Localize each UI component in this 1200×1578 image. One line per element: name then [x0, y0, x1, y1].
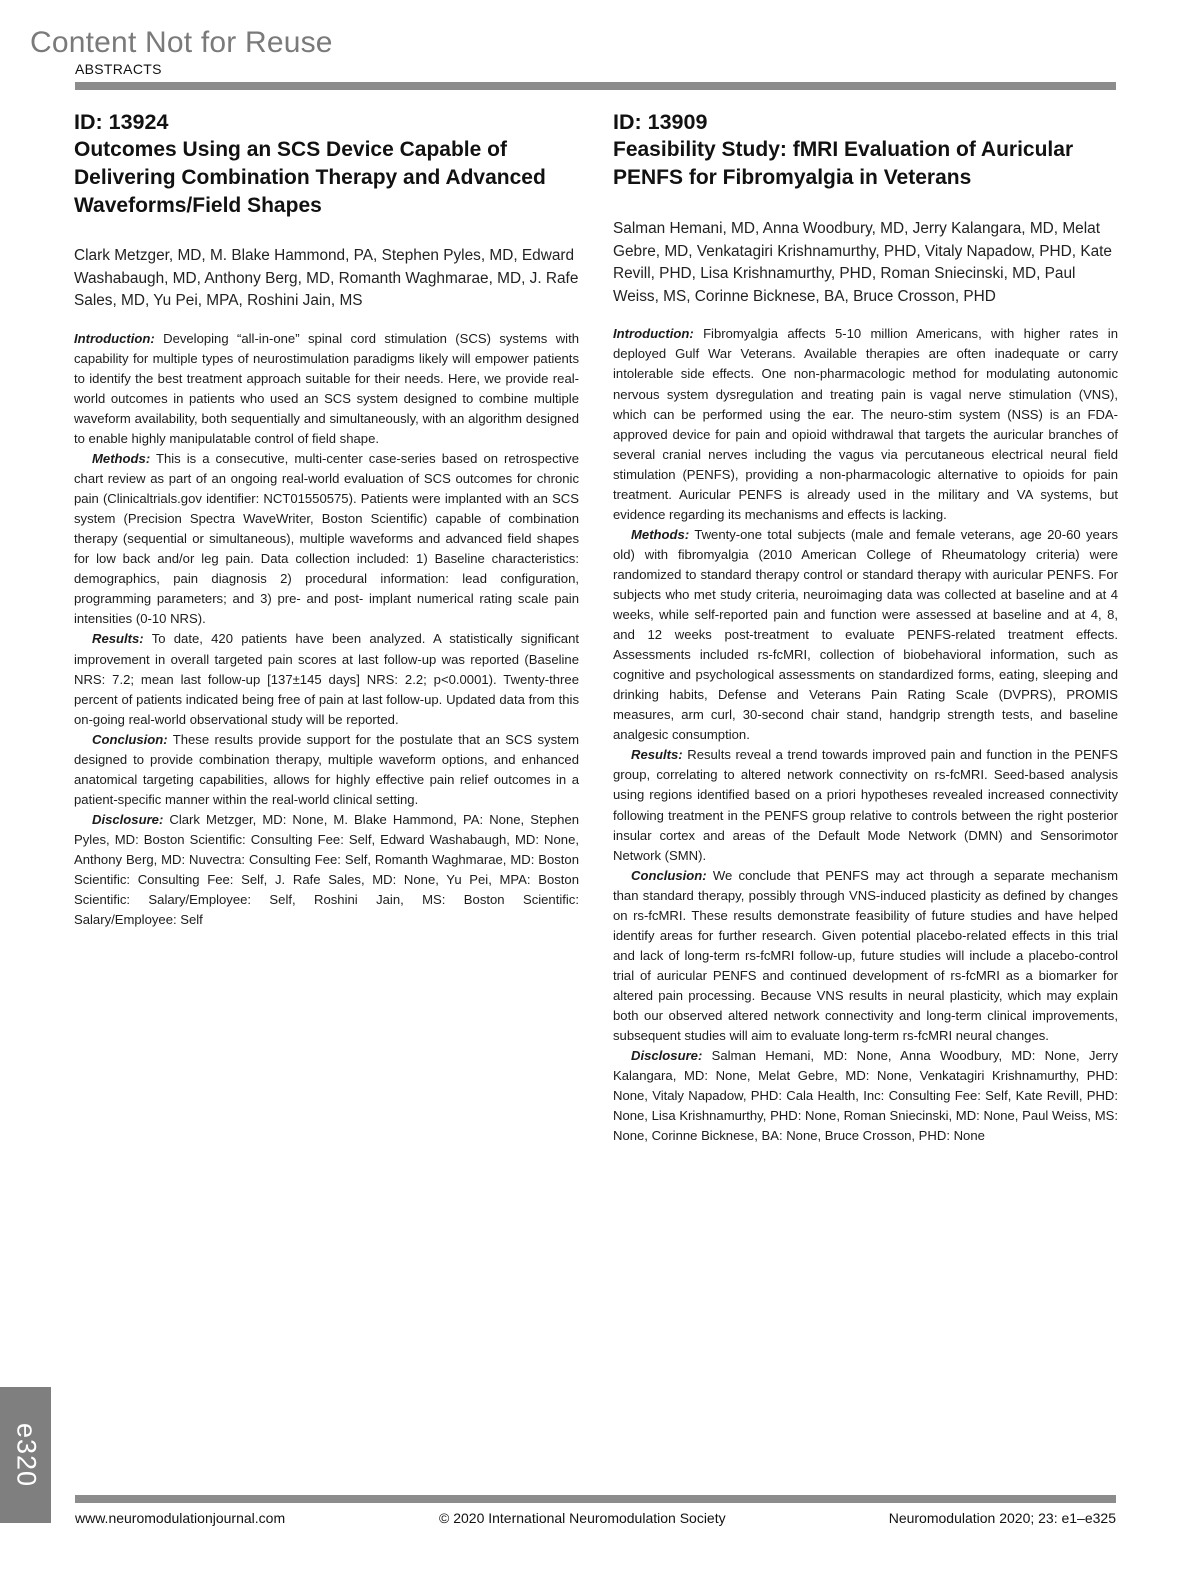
abstract-section-results	[74, 629, 579, 729]
abstract-section-disclosure	[613, 1046, 1118, 1146]
abstract-body	[74, 329, 579, 930]
section-heading: Disclosure:	[92, 811, 164, 827]
abstract-body	[613, 324, 1118, 1146]
top-divider	[75, 82, 1116, 90]
section-text: Salman Hemani, MD: None, Anna Woodbury, MD: None, Jerry Kalangara, MD: None, Melat Gebre, MD: None, Venkatagiri Krishnamurthy, PHD: None, Vitaly Napadow, PHD: Cala Health, Inc: Consulting Fee: Self, Kate Revill, PHD: None, Lisa Krishnamurthy, PHD: None, Roman Sniecinski, MD: None, Paul Weiss, MS: None, Corinne Bicknese, BA: None, Bruce Crosson, PHD: None	[613, 1048, 1118, 1144]
section-text: We conclude that PENFS may act through a separate mechanism than standard therapy, possibly through VNS-induced plasticity as defined by changes on rs-fcMRI. These results demonstrate feasibility of future studies and have helped identify areas for further research. Given potential placebo-related effects in this trial and lack of long-term rs-fcMRI follow-up, future studies will include a placebo-control trial of auricular PENFS and continued development of rs-fcMRI as a biomarker for altered pain processing. Because VNS results in neural plasticity, which may explain both our observed altered network connectivity and long-term clinical improvements, subsequent studies will aim to evaluate long-term rs-fcMRI neural changes.	[613, 867, 1118, 1044]
abstract-title: Feasibility Study: fMRI Evaluation of Auricular PENFS for Fibromyalgia in Veterans	[613, 138, 1074, 189]
bottom-divider	[75, 1495, 1116, 1503]
section-heading: Methods:	[92, 451, 151, 467]
abstract-section-conclusion	[74, 730, 579, 810]
abstract-right	[613, 108, 1118, 1146]
section-text: This is a consecutive, multi-center case-series based on retrospective chart review as part of an ongoing real-world evaluation of SCS outcomes for chronic pain (Clinicaltrials.gov identifier: NCT01550575). Patients were implanted with an SCS system (Precision Spectra WaveWriter, Boston Scientific) capable of combination therapy (sequential or simultaneous), multiple waveforms and advanced field shapes for low back and/or leg pain. Data collection included: 1) Baseline characteristics: demographics, pain diagnosis 2) procedural information: lead configuration, programming parameters; and 3) pre- and post- implant numerical rating scale pain intensities (0-10 NRS).	[74, 451, 579, 627]
page-number-tab	[0, 1387, 51, 1523]
abstract-authors: Salman Hemani, MD, Anna Woodbury, MD, Jerry Kalangara, MD, Melat Gebre, MD, Venkatagiri Krishnamurthy, PHD, Vitaly Napadow, PHD, Kate Revill, PHD, Lisa Krishnamurthy, PHD, Roman Sniecinski, MD, Paul Weiss, MS, Corinne Bicknese, BA, Bruce Crosson, PHD	[613, 220, 1112, 305]
abstract-section-disclosure	[74, 810, 579, 930]
watermark: Content Not for Reuse	[30, 26, 333, 59]
section-text: To date, 420 patients have been analyzed. A statistically significant improvement in overall targeted pain scores at last follow-up was reported (Baseline NRS: 7.2; mean last follow-up [137±145 days] NRS: 2.2; p<0.0001). Twenty-three percent of patients indicated being free of pain at last follow-up. Updated data from this on-going real-world observational study will be reported.	[74, 631, 579, 727]
abstract-authors: Clark Metzger, MD, M. Blake Hammond, PA, Stephen Pyles, MD, Edward Washabaugh, MD, Anthony Berg, MD, Romanth Waghmarae, MD, J. Rafe Sales, MD, Yu Pei, MPA, Roshini Jain, MS	[74, 247, 579, 310]
section-text: These results provide support for the postulate that an SCS system designed to provide combination therapy, multiple waveform options, and enhanced anatomical targeting capabilities, allows for highly effective pain relief outcomes in a patient-specific manner within the real-world clinical setting.	[74, 731, 579, 807]
section-heading: Introduction:	[613, 326, 694, 342]
abstract-section-introduction	[613, 324, 1118, 524]
section-heading: Conclusion:	[92, 731, 168, 747]
abstract-title: Outcomes Using an SCS Device Capable of Delivering Combination Therapy and Advanced Waveforms/Field Shapes	[74, 138, 546, 217]
abstract-section-introduction	[74, 329, 579, 449]
abstract-section-methods	[74, 449, 579, 629]
section-text: Clark Metzger, MD: None, M. Blake Hammond, PA: None, Stephen Pyles, MD: Boston Scientific: Consulting Fee: Self, Edward Washabaugh, MD: None, Anthony Berg, MD: Nuvectra: Consulting Fee: Self, Romanth Waghmarae, MD: Boston Scientific: Consulting Fee: Self, J. Rafe Sales, MD: None, Yu Pei, MPA: Boston Scientific: Salary/Employee: Self, Roshini Jain, MS: Boston Scientific: Salary/Employee: Self	[74, 811, 580, 928]
abstract-id: ID: 13924	[74, 110, 169, 134]
section-label: ABSTRACTS	[75, 61, 162, 77]
section-text: Results reveal a trend towards improved pain and function in the PENFS group, correlating to altered network connectivity on rs-fcMRI. Seed-based analysis using regions identified based on a priori hypotheses revealed increased connectivity following treatment in the PENFS group relative to controls between the right posterior insular cortex and areas of the Default Mode Network (DMN) and Sensorimotor Network (SMN).	[613, 747, 1118, 863]
abstract-section-conclusion	[613, 866, 1118, 1046]
footer-citation: Neuromodulation 2020; 23: e1–e325	[888, 1510, 1116, 1526]
footer-journal-url: www.neuromodulationjournal.com	[75, 1510, 286, 1526]
section-text: Fibromyalgia affects 5-10 million Americans, with higher rates in deployed Gulf War Veterans. Available therapies are often inadequate or carry intolerable side effects. One non-pharmacologic method for modulating autonomic nervous system dysregulation and treating pain is vagal nerve stimulation (VNS), which can be performed using the ear. The neuro-stim system (NSS) is an FDA-approved device for pain and opioid withdrawal that targets the auricular branches of several cranial nerves including the vagus via percutaneous electrical neural field stimulation (PENFS), providing a non-pharmacologic alternative to opioids for pain treatment. Auricular PENFS is already used in the military and VA systems, but evidence regarding its mechanisms and effects is lacking.	[613, 326, 1118, 522]
section-text: Twenty-one total subjects (male and female veterans, age 20-60 years old) with fibromyalgia (2010 American College of Rheumatology criteria) were randomized to standard therapy control or standard therapy with auricular PENFS. For subjects who met study criteria, neuroimaging data was collected at baseline and at 4 weeks, while self-reported pain and function were assessed at baseline and at 4, 8, and 12 weeks post-treatment to evaluate PENFS-related treatment effects. Assessments included rs-fcMRI, collection of biobehavioral information, such as cognitive and psychological assessments on standardized forms, eating, sleeping and drinking habits, Defense and Veterans Pain Rating Scale (DVPRS), PROMIS measures, arm curl, 30-second chair stand, handgrip strength tests, and baseline analgesic consumption.	[613, 526, 1119, 743]
section-heading: Disclosure:	[631, 1048, 703, 1064]
abstract-section-methods	[613, 525, 1118, 746]
footer-copyright: © 2020 International Neuromodulation Society	[439, 1510, 726, 1526]
section-heading: Results:	[92, 631, 144, 647]
section-heading: Introduction:	[74, 330, 155, 346]
abstract-left	[74, 108, 579, 930]
section-heading: Results:	[631, 747, 683, 763]
section-text: Developing “all-in-one” spinal cord stimulation (SCS) systems with capability for multiple types of neurostimulation paradigms likely will empower patients to identify the best treatment approach suitable for their needs. Here, we provide real-world outcomes in patients who used an SCS system designed to combine multiple waveform availability, both sequentially and simultaneously, with an algorithm designed to enable highly manipulatable control of field shape.	[74, 330, 579, 447]
section-heading: Conclusion:	[631, 867, 707, 883]
section-heading: Methods:	[631, 526, 690, 542]
abstract-id: ID: 13909	[613, 110, 708, 134]
page-number: e320	[11, 1422, 41, 1488]
abstract-section-results	[613, 745, 1118, 865]
